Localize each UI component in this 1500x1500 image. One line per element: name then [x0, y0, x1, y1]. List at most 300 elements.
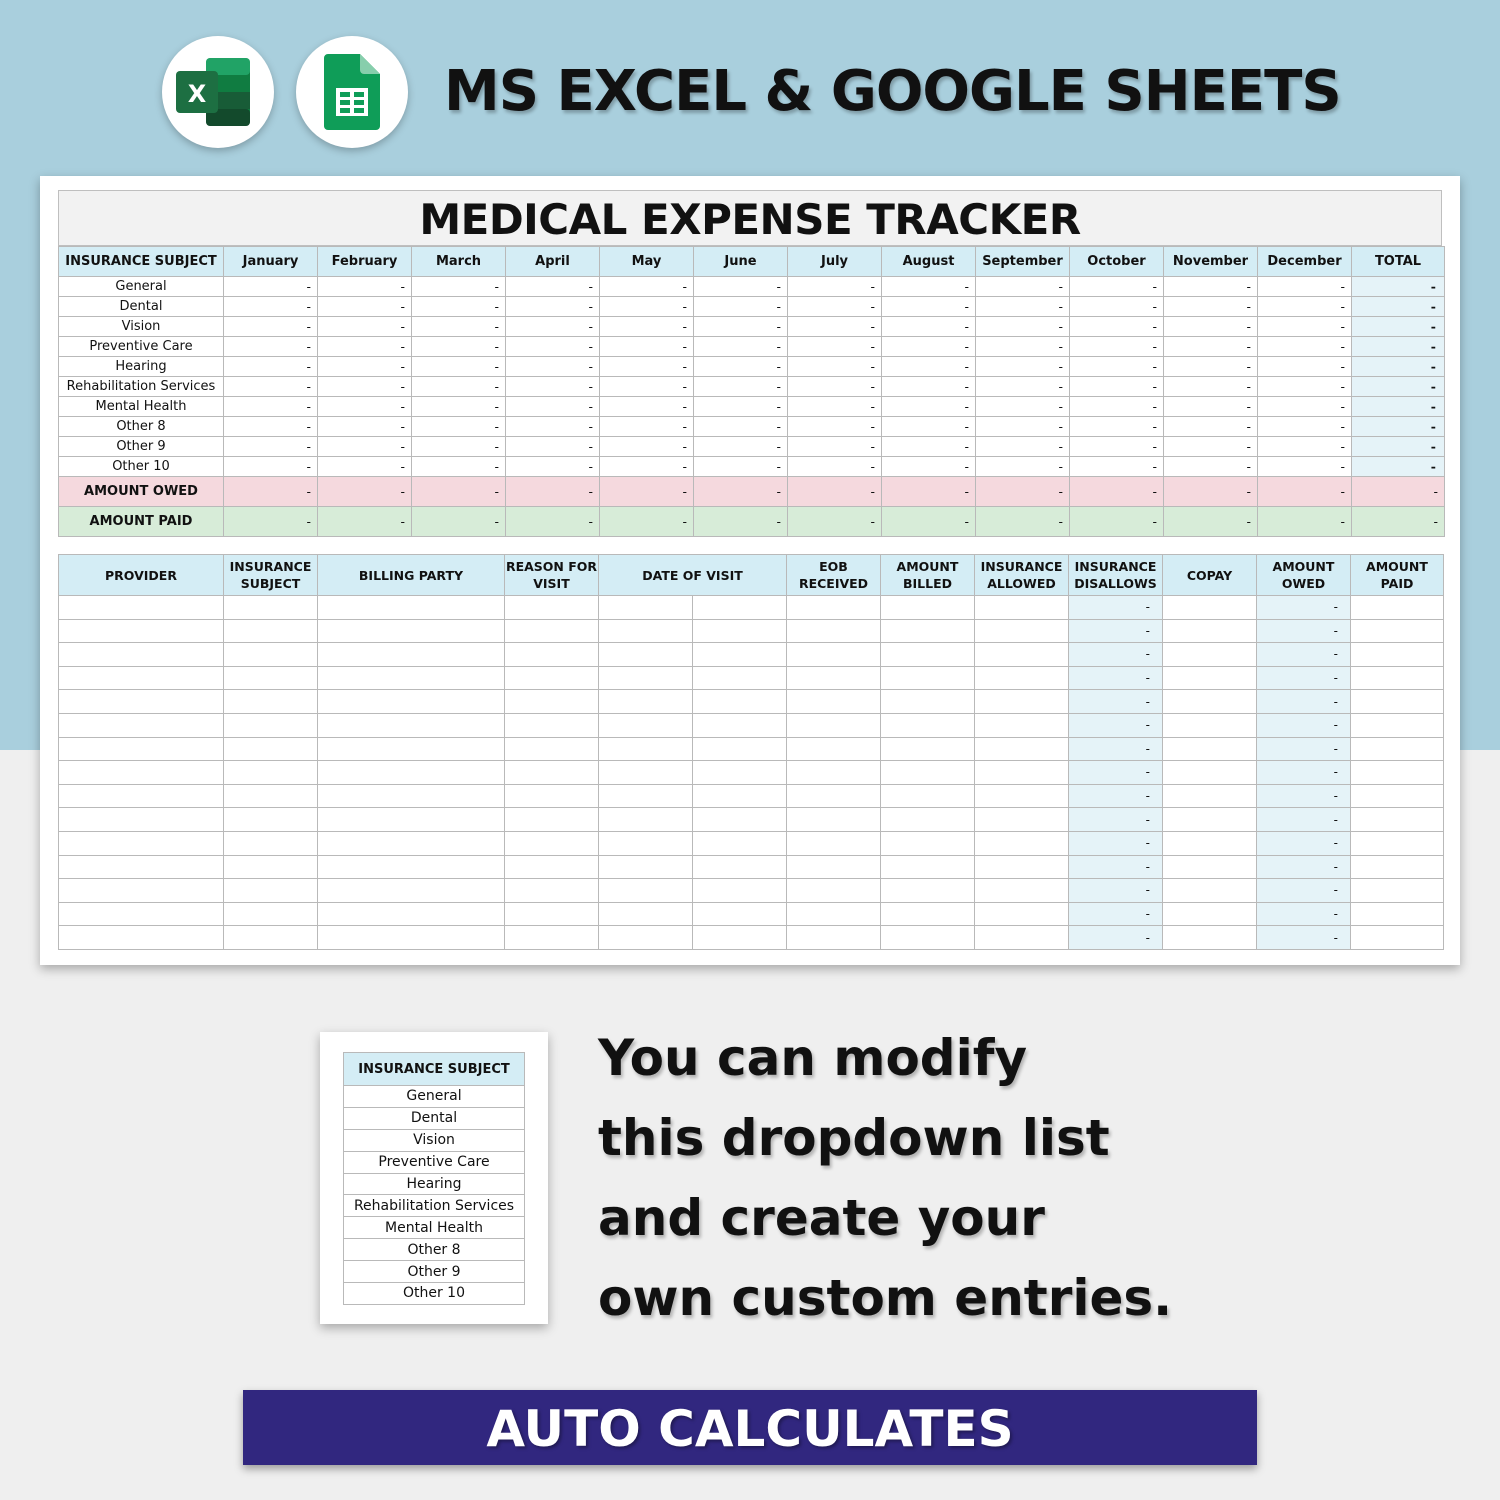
month-amount-cell[interactable]: - — [976, 457, 1070, 477]
month-amount-cell[interactable]: - — [788, 457, 882, 477]
month-amount-cell[interactable]: - — [694, 457, 788, 477]
entry-cell[interactable] — [693, 619, 787, 643]
entry-cell[interactable] — [318, 761, 505, 785]
month-amount-cell[interactable]: - — [1070, 377, 1164, 397]
month-amount-cell[interactable]: - — [224, 337, 318, 357]
month-amount-cell[interactable]: - — [224, 397, 318, 417]
entry-cell[interactable] — [975, 643, 1069, 667]
entry-cell[interactable] — [1351, 666, 1444, 690]
month-amount-cell[interactable]: - — [694, 377, 788, 397]
month-amount-cell[interactable]: - — [976, 417, 1070, 437]
entry-cell[interactable] — [599, 831, 693, 855]
month-amount-cell[interactable]: - — [318, 437, 412, 457]
entry-cell[interactable] — [975, 879, 1069, 903]
dropdown-list-item[interactable]: Hearing — [344, 1173, 525, 1195]
month-amount-cell[interactable]: - — [318, 457, 412, 477]
entry-cell[interactable] — [505, 690, 599, 714]
entry-cell[interactable] — [59, 666, 224, 690]
entry-cell[interactable] — [318, 855, 505, 879]
entry-cell[interactable] — [975, 784, 1069, 808]
month-amount-cell[interactable]: - — [1164, 457, 1258, 477]
entry-cell[interactable] — [59, 879, 224, 903]
month-amount-cell[interactable]: - — [506, 377, 600, 397]
month-amount-cell[interactable]: - — [412, 357, 506, 377]
month-amount-cell[interactable]: - — [412, 457, 506, 477]
month-amount-cell[interactable]: - — [694, 397, 788, 417]
entry-cell[interactable] — [1163, 902, 1257, 926]
entry-cell[interactable] — [599, 666, 693, 690]
month-amount-cell[interactable]: - — [976, 297, 1070, 317]
amount-owed-cell: - — [694, 477, 788, 507]
entry-cell[interactable] — [975, 831, 1069, 855]
entry-cell[interactable] — [59, 784, 224, 808]
entry-cell[interactable] — [224, 926, 318, 950]
month-amount-cell[interactable]: - — [318, 397, 412, 417]
entry-cell[interactable] — [881, 690, 975, 714]
entry-cell[interactable] — [975, 761, 1069, 785]
dropdown-list-row — [344, 1129, 525, 1151]
month-amount-cell[interactable]: - — [1258, 277, 1352, 297]
entry-cell[interactable] — [1163, 926, 1257, 950]
entry-cell[interactable] — [881, 879, 975, 903]
entry-cell[interactable] — [1351, 855, 1444, 879]
entry-cell[interactable] — [599, 737, 693, 761]
month-amount-cell[interactable]: - — [976, 437, 1070, 457]
entry-cell[interactable] — [318, 643, 505, 667]
entry-cell[interactable] — [881, 643, 975, 667]
entry-cell[interactable] — [787, 926, 881, 950]
entry-cell[interactable] — [599, 926, 693, 950]
month-amount-cell[interactable]: - — [976, 317, 1070, 337]
entry-cell[interactable] — [1163, 666, 1257, 690]
entry-cell[interactable] — [975, 926, 1069, 950]
month-amount-cell[interactable]: - — [318, 297, 412, 317]
entry-cell[interactable] — [1351, 784, 1444, 808]
entry-cell[interactable] — [693, 902, 787, 926]
entry-cell[interactable] — [787, 713, 881, 737]
month-amount-cell[interactable]: - — [506, 317, 600, 337]
entry-cell[interactable] — [224, 666, 318, 690]
month-amount-cell[interactable]: - — [224, 357, 318, 377]
month-amount-cell[interactable]: - — [506, 457, 600, 477]
entry-cell[interactable] — [1351, 879, 1444, 903]
entry-cell[interactable] — [599, 619, 693, 643]
entry-cell[interactable] — [787, 666, 881, 690]
month-amount-cell[interactable]: - — [976, 357, 1070, 377]
entry-cell[interactable] — [59, 690, 224, 714]
entry-cell[interactable] — [787, 855, 881, 879]
entry-cell[interactable] — [975, 808, 1069, 832]
entry-cell[interactable] — [975, 737, 1069, 761]
entry-cell[interactable] — [1351, 831, 1444, 855]
entry-cell[interactable] — [975, 902, 1069, 926]
entry-cell[interactable] — [59, 902, 224, 926]
month-amount-cell[interactable]: - — [1070, 277, 1164, 297]
entry-cell[interactable] — [599, 855, 693, 879]
entry-cell[interactable] — [1163, 808, 1257, 832]
month-amount-cell[interactable]: - — [694, 317, 788, 337]
month-amount-cell[interactable]: - — [1164, 317, 1258, 337]
month-amount-cell[interactable]: - — [882, 437, 976, 457]
entry-cell[interactable] — [224, 596, 318, 620]
entry-cell[interactable] — [318, 902, 505, 926]
entry-cell[interactable] — [599, 596, 693, 620]
entry-cell[interactable] — [881, 713, 975, 737]
entry-cell[interactable] — [881, 808, 975, 832]
month-amount-cell[interactable]: - — [318, 317, 412, 337]
month-amount-cell[interactable]: - — [694, 277, 788, 297]
month-amount-cell[interactable]: - — [224, 317, 318, 337]
dropdown-list-item[interactable]: Vision — [344, 1129, 525, 1151]
entry-cell[interactable] — [224, 879, 318, 903]
entry-cell[interactable] — [599, 643, 693, 667]
entry-cell[interactable] — [59, 643, 224, 667]
entry-cell[interactable] — [1351, 690, 1444, 714]
entry-cell[interactable] — [1351, 737, 1444, 761]
entry-cell[interactable] — [59, 761, 224, 785]
month-amount-cell[interactable]: - — [506, 417, 600, 437]
month-amount-cell[interactable]: - — [412, 297, 506, 317]
entry-cell[interactable] — [1163, 690, 1257, 714]
month-amount-cell[interactable]: - — [506, 357, 600, 377]
month-amount-cell[interactable]: - — [412, 417, 506, 437]
entry-cell[interactable] — [975, 596, 1069, 620]
entry-cell[interactable] — [975, 690, 1069, 714]
month-amount-cell[interactable]: - — [1164, 417, 1258, 437]
month-amount-cell[interactable]: - — [1070, 397, 1164, 417]
entry-cell[interactable] — [975, 666, 1069, 690]
entry-cell[interactable] — [693, 643, 787, 667]
month-amount-cell[interactable]: - — [224, 417, 318, 437]
month-amount-cell[interactable]: - — [882, 357, 976, 377]
month-amount-cell[interactable]: - — [694, 357, 788, 377]
entry-cell[interactable] — [975, 713, 1069, 737]
entry-cell[interactable] — [224, 713, 318, 737]
month-amount-cell[interactable]: - — [1164, 377, 1258, 397]
entry-cell[interactable] — [59, 855, 224, 879]
month-amount-cell[interactable]: - — [882, 397, 976, 417]
entry-cell[interactable] — [787, 690, 881, 714]
entry-cell[interactable] — [787, 761, 881, 785]
month-amount-cell[interactable]: - — [694, 417, 788, 437]
entry-cell[interactable] — [318, 831, 505, 855]
entry-cell[interactable] — [505, 784, 599, 808]
month-amount-cell[interactable]: - — [412, 337, 506, 357]
month-amount-cell[interactable]: - — [882, 417, 976, 437]
entry-cell[interactable] — [599, 784, 693, 808]
month-amount-cell[interactable]: - — [976, 397, 1070, 417]
entry-cell[interactable] — [1351, 596, 1444, 620]
entry-cell[interactable] — [59, 737, 224, 761]
entry-cell[interactable] — [693, 879, 787, 903]
dropdown-list-item[interactable]: Other 10 — [344, 1283, 525, 1305]
entry-cell[interactable] — [1163, 737, 1257, 761]
entry-cell[interactable] — [881, 855, 975, 879]
entry-cell[interactable] — [318, 737, 505, 761]
entry-cell[interactable] — [224, 761, 318, 785]
month-amount-cell[interactable]: - — [600, 457, 694, 477]
entry-cell[interactable] — [318, 879, 505, 903]
entry-cell[interactable] — [224, 831, 318, 855]
entry-cell[interactable] — [505, 666, 599, 690]
entry-cell[interactable] — [1351, 643, 1444, 667]
entry-cell[interactable] — [787, 619, 881, 643]
month-amount-cell[interactable]: - — [882, 337, 976, 357]
entry-cell[interactable] — [881, 784, 975, 808]
month-amount-cell[interactable]: - — [1258, 457, 1352, 477]
month-amount-cell[interactable]: - — [506, 297, 600, 317]
month-amount-cell[interactable]: - — [1258, 397, 1352, 417]
month-amount-cell[interactable]: - — [1070, 297, 1164, 317]
entry-cell[interactable] — [505, 926, 599, 950]
entry-cell[interactable] — [787, 902, 881, 926]
entry-cell[interactable] — [505, 855, 599, 879]
month-amount-cell[interactable]: - — [1164, 397, 1258, 417]
entry-cell[interactable] — [505, 831, 599, 855]
entry-cell[interactable] — [693, 596, 787, 620]
entry-cell[interactable] — [505, 761, 599, 785]
entry-cell[interactable] — [1351, 902, 1444, 926]
entry-cell[interactable] — [787, 596, 881, 620]
entry-cell[interactable] — [59, 619, 224, 643]
month-amount-cell[interactable]: - — [788, 397, 882, 417]
entry-cell[interactable] — [1351, 926, 1444, 950]
month-amount-cell[interactable]: - — [976, 337, 1070, 357]
month-amount-cell[interactable]: - — [788, 277, 882, 297]
month-amount-cell[interactable]: - — [1070, 417, 1164, 437]
month-amount-cell[interactable]: - — [1164, 297, 1258, 317]
entry-cell[interactable] — [693, 808, 787, 832]
month-amount-cell[interactable]: - — [600, 297, 694, 317]
month-amount-cell[interactable]: - — [600, 337, 694, 357]
month-amount-cell[interactable]: - — [694, 437, 788, 457]
entry-cell[interactable] — [1163, 879, 1257, 903]
month-amount-cell[interactable]: - — [318, 337, 412, 357]
entry-cell[interactable] — [224, 808, 318, 832]
month-amount-cell[interactable]: - — [224, 277, 318, 297]
dropdown-list-item[interactable]: General — [344, 1086, 525, 1108]
entry-cell[interactable] — [787, 784, 881, 808]
month-amount-cell[interactable]: - — [788, 297, 882, 317]
month-amount-cell[interactable]: - — [224, 457, 318, 477]
month-amount-cell[interactable]: - — [600, 397, 694, 417]
entry-cell[interactable] — [599, 690, 693, 714]
month-amount-cell[interactable]: - — [600, 377, 694, 397]
month-amount-cell[interactable]: - — [976, 377, 1070, 397]
entry-cell[interactable] — [59, 713, 224, 737]
entry-cell[interactable] — [693, 713, 787, 737]
month-amount-cell[interactable]: - — [1164, 437, 1258, 457]
entry-cell[interactable] — [318, 596, 505, 620]
month-amount-cell[interactable]: - — [318, 417, 412, 437]
month-amount-cell[interactable]: - — [788, 417, 882, 437]
month-amount-cell[interactable]: - — [506, 437, 600, 457]
entry-cell[interactable] — [1163, 619, 1257, 643]
entry-cell[interactable] — [881, 761, 975, 785]
month-amount-cell[interactable]: - — [600, 277, 694, 297]
entry-cell[interactable] — [505, 808, 599, 832]
month-amount-cell[interactable]: - — [1164, 357, 1258, 377]
month-amount-cell[interactable]: - — [506, 277, 600, 297]
month-amount-cell[interactable]: - — [224, 437, 318, 457]
month-amount-cell[interactable]: - — [1164, 337, 1258, 357]
dropdown-list-item[interactable]: Mental Health — [344, 1217, 525, 1239]
entry-cell[interactable] — [787, 643, 881, 667]
entry-cell[interactable] — [318, 784, 505, 808]
entry-cell[interactable] — [693, 784, 787, 808]
entry-cell[interactable] — [318, 619, 505, 643]
entry-cell[interactable] — [505, 902, 599, 926]
entry-cell[interactable] — [59, 831, 224, 855]
month-amount-cell[interactable]: - — [882, 457, 976, 477]
month-amount-cell[interactable]: - — [506, 337, 600, 357]
month-amount-cell[interactable]: - — [976, 277, 1070, 297]
month-amount-cell[interactable]: - — [412, 397, 506, 417]
entry-cell[interactable] — [599, 713, 693, 737]
month-amount-cell[interactable]: - — [224, 297, 318, 317]
entry-cell[interactable] — [318, 690, 505, 714]
month-amount-cell[interactable]: - — [506, 397, 600, 417]
entry-cell[interactable] — [693, 926, 787, 950]
entry-cell[interactable] — [1163, 713, 1257, 737]
entry-cell[interactable] — [599, 808, 693, 832]
entry-cell[interactable] — [59, 808, 224, 832]
month-amount-cell[interactable]: - — [600, 437, 694, 457]
entry-cell[interactable] — [599, 879, 693, 903]
entry-cell[interactable] — [224, 690, 318, 714]
month-amount-cell[interactable]: - — [1258, 417, 1352, 437]
entry-cell[interactable] — [787, 831, 881, 855]
entry-cell[interactable] — [693, 690, 787, 714]
entry-cell[interactable] — [693, 761, 787, 785]
month-amount-cell[interactable]: - — [600, 417, 694, 437]
month-amount-cell[interactable]: - — [788, 377, 882, 397]
entry-cell[interactable] — [505, 596, 599, 620]
month-amount-cell[interactable]: - — [882, 297, 976, 317]
entry-cell[interactable] — [318, 666, 505, 690]
dropdown-list-item[interactable]: Rehabilitation Services — [344, 1195, 525, 1217]
entry-cell[interactable] — [693, 666, 787, 690]
entry-cell[interactable] — [505, 643, 599, 667]
entry-cell[interactable] — [1351, 808, 1444, 832]
month-amount-cell[interactable]: - — [1070, 337, 1164, 357]
month-amount-cell[interactable]: - — [1258, 437, 1352, 457]
entry-cell[interactable] — [881, 596, 975, 620]
month-amount-cell[interactable]: - — [1258, 337, 1352, 357]
month-amount-cell[interactable]: - — [318, 277, 412, 297]
month-amount-cell[interactable]: - — [412, 437, 506, 457]
month-amount-cell[interactable]: - — [1070, 457, 1164, 477]
dropdown-list-item[interactable]: Preventive Care — [344, 1151, 525, 1173]
month-amount-cell[interactable]: - — [788, 337, 882, 357]
entry-cell[interactable] — [975, 855, 1069, 879]
entry-cell[interactable] — [1163, 784, 1257, 808]
month-amount-cell[interactable]: - — [1070, 437, 1164, 457]
month-amount-cell[interactable]: - — [1258, 357, 1352, 377]
entry-cell[interactable] — [224, 855, 318, 879]
entry-cell[interactable] — [1163, 831, 1257, 855]
month-amount-cell[interactable]: - — [788, 317, 882, 337]
detail-column-header: INSURANCE SUBJECT — [224, 555, 318, 596]
entry-cell[interactable] — [881, 737, 975, 761]
month-amount-cell[interactable]: - — [412, 377, 506, 397]
dropdown-list-item[interactable]: Other 9 — [344, 1261, 525, 1283]
month-amount-cell[interactable]: - — [412, 277, 506, 297]
entry-cell[interactable] — [224, 902, 318, 926]
entry-cell[interactable] — [693, 855, 787, 879]
month-amount-cell[interactable]: - — [318, 377, 412, 397]
entry-cell[interactable] — [881, 902, 975, 926]
month-amount-cell[interactable]: - — [1164, 277, 1258, 297]
entry-cell[interactable] — [1163, 596, 1257, 620]
entry-cell[interactable] — [599, 761, 693, 785]
month-amount-cell[interactable]: - — [882, 317, 976, 337]
month-amount-cell[interactable]: - — [1070, 357, 1164, 377]
month-amount-cell[interactable]: - — [788, 437, 882, 457]
entry-cell[interactable] — [693, 737, 787, 761]
entry-cell[interactable] — [505, 737, 599, 761]
dropdown-list-item[interactable]: Other 8 — [344, 1239, 525, 1261]
month-amount-cell[interactable]: - — [882, 277, 976, 297]
entry-cell[interactable] — [224, 784, 318, 808]
entry-cell[interactable] — [787, 879, 881, 903]
entry-cell[interactable] — [975, 619, 1069, 643]
month-amount-cell[interactable]: - — [788, 357, 882, 377]
entry-cell[interactable] — [881, 831, 975, 855]
entry-cell[interactable] — [1163, 761, 1257, 785]
entry-cell[interactable] — [59, 596, 224, 620]
dropdown-list-item[interactable]: Dental — [344, 1107, 525, 1129]
entry-cell[interactable] — [224, 643, 318, 667]
month-amount-cell[interactable]: - — [600, 357, 694, 377]
month-amount-cell[interactable]: - — [1258, 297, 1352, 317]
entry-cell[interactable] — [505, 879, 599, 903]
entry-cell[interactable] — [505, 713, 599, 737]
month-amount-cell[interactable]: - — [412, 317, 506, 337]
month-amount-cell[interactable]: - — [1258, 317, 1352, 337]
month-amount-cell[interactable]: - — [224, 377, 318, 397]
entry-cell[interactable] — [318, 713, 505, 737]
entry-cell[interactable] — [1163, 855, 1257, 879]
entry-cell[interactable] — [318, 808, 505, 832]
entry-cell[interactable] — [224, 619, 318, 643]
month-amount-cell[interactable]: - — [318, 357, 412, 377]
entry-cell[interactable] — [1351, 619, 1444, 643]
entry-cell[interactable] — [787, 808, 881, 832]
month-amount-cell[interactable]: - — [1258, 377, 1352, 397]
month-amount-cell[interactable]: - — [882, 377, 976, 397]
month-amount-cell[interactable]: - — [600, 317, 694, 337]
month-amount-cell[interactable]: - — [1070, 317, 1164, 337]
entry-cell[interactable] — [1351, 713, 1444, 737]
entry-cell[interactable] — [1351, 761, 1444, 785]
entry-cell[interactable] — [224, 737, 318, 761]
month-amount-cell[interactable]: - — [694, 297, 788, 317]
entry-cell[interactable] — [1163, 643, 1257, 667]
month-amount-cell[interactable]: - — [694, 337, 788, 357]
entry-cell[interactable] — [318, 926, 505, 950]
entry-cell[interactable] — [59, 926, 224, 950]
entry-cell[interactable] — [881, 619, 975, 643]
entry-cell[interactable] — [693, 831, 787, 855]
entry-cell[interactable] — [505, 619, 599, 643]
insurance-disallows-cell: - — [1069, 737, 1163, 761]
entry-cell[interactable] — [599, 902, 693, 926]
entry-cell[interactable] — [787, 737, 881, 761]
entry-cell[interactable] — [881, 666, 975, 690]
entry-cell[interactable] — [881, 926, 975, 950]
detail-column-header: PROVIDER — [59, 555, 224, 596]
